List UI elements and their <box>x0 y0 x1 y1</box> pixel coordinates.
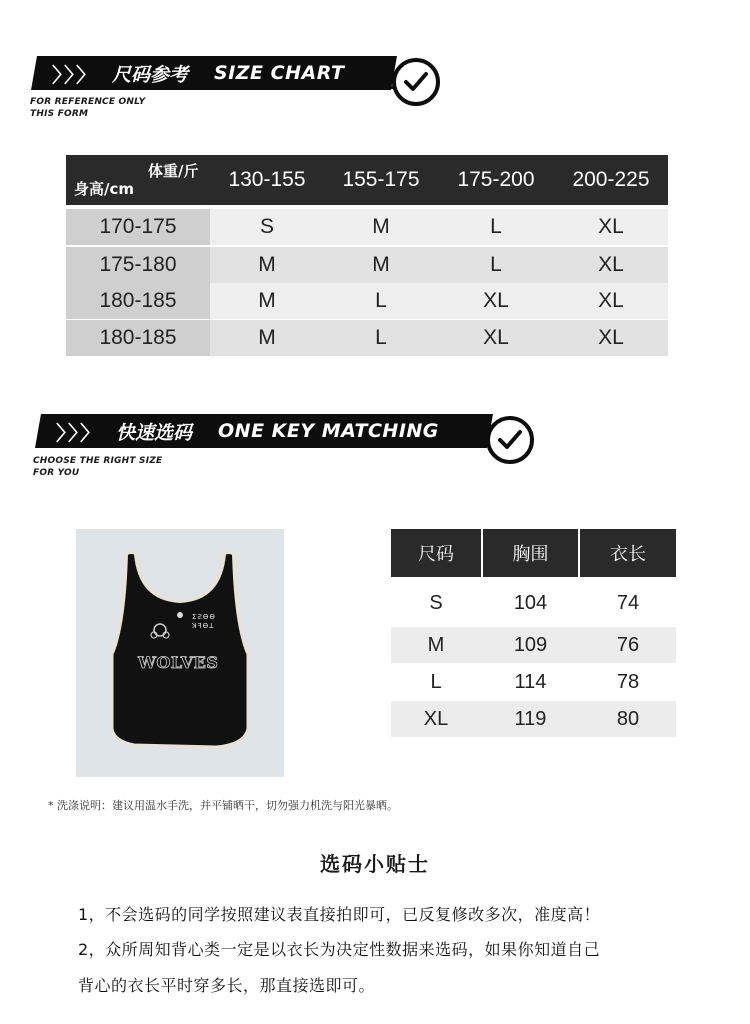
length-cell: 74 <box>616 591 640 614</box>
subtitle-line: FOR YOU <box>33 468 80 478</box>
tip-line: 1，不会选码的同学按照建议表直接拍即可，已反复修改多次，准度高！ <box>78 905 601 924</box>
size-cell: XL <box>598 215 624 238</box>
corner-height-label: 身高/cm <box>74 180 135 198</box>
size-chart-subtitle <box>30 96 145 120</box>
check-icon <box>392 58 440 106</box>
height-cell: 180-185 <box>99 289 177 312</box>
weight-col-header: 130-155 <box>228 168 306 191</box>
one-key-title-en: ONE KEY MATCHING <box>218 420 439 442</box>
size-cell: L <box>430 670 442 693</box>
size-cell: XL <box>483 289 509 312</box>
chevrons-icon: 〉〉〉 <box>56 420 102 445</box>
size-cell: XL <box>598 253 624 276</box>
wolves-print: WOLVES <box>138 653 219 672</box>
chest-cell: 114 <box>514 670 547 693</box>
tip-line: 2，众所周知背心类一定是以衣长为决定性数据来选码，如果你知道自己 <box>78 940 601 959</box>
check-icon <box>486 416 534 464</box>
chest-cell: 109 <box>513 633 548 656</box>
size-cell: M <box>258 326 276 349</box>
size-cell: XL <box>598 326 624 349</box>
size-cell: M <box>427 633 445 656</box>
size-cell: S <box>259 215 274 238</box>
height-cell: 170-175 <box>99 215 177 238</box>
size-cell: L <box>490 253 502 276</box>
chest-cell: 104 <box>513 591 548 614</box>
col-header-chest: 胸围 <box>512 544 549 565</box>
size-cell: XL <box>423 707 449 730</box>
size-cell: M <box>372 215 390 238</box>
one-key-subtitle <box>33 455 162 479</box>
corner-weight-label: 体重/斤 <box>148 162 199 180</box>
tip-line: 背心的衣长平时穿多长，那直接选即可。 <box>78 976 376 995</box>
col-header-length: 衣长 <box>610 544 646 565</box>
size-cell: XL <box>598 289 624 312</box>
height-cell: 175-180 <box>99 253 177 276</box>
chest-text-1: ƩƧƟƟ <box>192 613 216 621</box>
weight-col-header: 175-200 <box>457 168 535 191</box>
product-image <box>76 529 284 777</box>
chest-text-2: ꓘꟻƟꓕ <box>192 622 215 630</box>
length-cell: 80 <box>616 707 640 730</box>
length-cell: 76 <box>616 633 640 656</box>
size-cell: M <box>372 253 390 276</box>
subtitle-line: THIS FORM <box>30 109 89 119</box>
size-cell: M <box>258 253 276 276</box>
size-cell: M <box>258 289 276 312</box>
size-chart-banner <box>31 56 397 90</box>
size-cell: XL <box>483 326 509 349</box>
size-chart-title-cn: 尺码参考 <box>112 63 189 86</box>
col-header-size: 尺码 <box>418 544 454 565</box>
weight-col-header: 200-225 <box>572 168 650 191</box>
subtitle-line: FOR REFERENCE ONLY <box>30 97 146 107</box>
tips-title: 选码小贴士 <box>320 852 430 876</box>
wash-instructions: * 洗涤说明：建议用温水手洗，并平铺晒干，切勿强力机洗与阳光暴晒。 <box>48 799 398 812</box>
chevrons-icon: 〉〉〉 <box>52 62 98 87</box>
size-cell: S <box>429 591 443 614</box>
one-key-banner <box>35 414 493 448</box>
length-cell: 78 <box>616 670 640 693</box>
size-chart-title-en: SIZE CHART <box>214 62 345 84</box>
size-cell: L <box>490 215 502 238</box>
subtitle-line: CHOOSE THE RIGHT SIZE <box>33 456 163 466</box>
size-cell: L <box>375 326 387 349</box>
weight-col-header: 155-175 <box>342 168 420 191</box>
chest-cell: 119 <box>514 707 547 730</box>
size-cell: L <box>375 289 387 312</box>
height-cell: 180-185 <box>99 326 177 349</box>
one-key-title-cn: 快速选码 <box>116 421 193 444</box>
